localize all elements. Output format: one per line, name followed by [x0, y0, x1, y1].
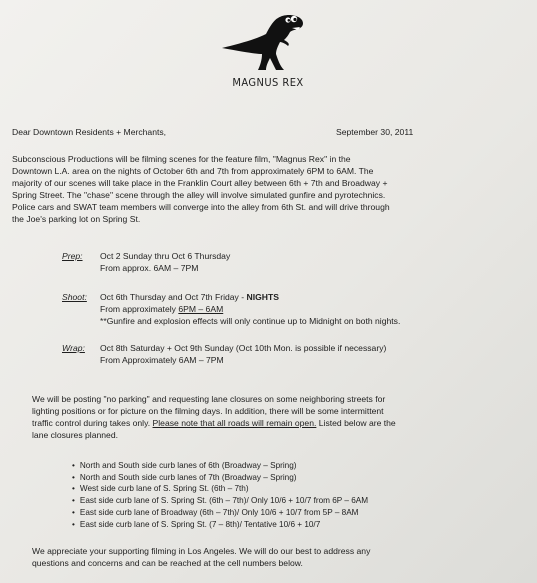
- list-item: • North and South side curb lanes of 6th (Broadway – Spring): [72, 460, 368, 472]
- parking-line: lane closures planned.: [32, 430, 118, 440]
- wrap-line: Oct 8th Saturday + Oct 9th Sunday (Oct 10th Mon. is possible if necessary): [100, 343, 387, 353]
- shoot-dates: Oct 6th Thursday and Oct 7th Friday -: [100, 292, 247, 302]
- shoot-time-prefix: From approximately: [100, 304, 179, 314]
- wrap-line: From Approximately 6AM – 7PM: [100, 355, 224, 365]
- list-item: • East side curb lane of Broadway (6th – 7th)/ Only 10/6 + 10/7 from 5P – 8AM: [72, 507, 368, 519]
- shoot-line: [100, 303, 223, 315]
- parking-line: We will be posting "no parking" and requesting lane closures on some neighboring streets for: [32, 394, 386, 404]
- parking-paragraph: [32, 393, 396, 441]
- closing-paragraph: [32, 545, 370, 569]
- t-rex-icon: [218, 8, 318, 76]
- roads-open-note: Please note that all roads will remain open.: [152, 418, 317, 428]
- intro-line: majority of our scenes will take place in the Franklin Court alley between 6th + 7th and Broadway +: [12, 178, 388, 188]
- shoot-label: Shoot:: [62, 292, 87, 302]
- greeting: Dear Downtown Residents + Merchants,: [12, 127, 167, 137]
- list-item: • North and South side curb lanes of 7th (Broadway – Spring): [72, 472, 368, 484]
- traffic-control-text: traffic control during takes only.: [32, 418, 153, 428]
- intro-line: Police cars and SWAT team members will converge into the alley from 6th St. and will drive through: [12, 202, 390, 212]
- magnus-rex-logo: [218, 8, 318, 98]
- intro-line: the Joe's parking lot on Spring St.: [12, 214, 141, 224]
- intro-line: Subconscious Productions will be filming scenes for the feature film, "Magnus Rex" in the: [12, 154, 351, 164]
- parking-line: lighting positions or for picture on the filming days. In addition, there will be some intermittent: [32, 406, 384, 416]
- shoot-time: 6PM – 6AM: [178, 304, 224, 314]
- prep-label: Prep:: [62, 251, 83, 261]
- gunfire-note: **Gunfire and explosion effects will only continue up to Midnight on both nights.: [100, 316, 401, 326]
- prep-line: Oct 2 Sunday thru Oct 6 Thursday: [100, 251, 231, 261]
- nights-emphasis: NIGHTS: [246, 292, 279, 302]
- closing-line: We appreciate your supporting filming in Los Angeles. We will do our best to address any: [32, 546, 371, 556]
- closing-line: questions and concerns and can be reached at the cell numbers below.: [32, 558, 303, 568]
- list-item: • East side curb lane of S. Spring St. (7 – 8th)/ Tentative 10/6 + 10/7: [72, 519, 368, 531]
- prep-line: From approx. 6AM – 7PM: [100, 263, 199, 273]
- logo-title: MAGNUS REX: [232, 76, 304, 89]
- parking-line: [32, 417, 396, 429]
- intro-line: Spring Street. The "chase" scene through the alley will involve simulated gunfire and pyrotechnics.: [12, 190, 386, 200]
- wrap-label: Wrap:: [62, 343, 85, 353]
- list-item: • East side curb lane of S. Spring St. (6th – 7th)/ Only 10/6 + 10/7 from 6P – 6AM: [72, 495, 368, 507]
- intro-paragraph: [12, 153, 390, 225]
- letter-date: September 30, 2011: [336, 127, 414, 137]
- list-item: • West side curb lane of S. Spring St. (6th – 7th): [72, 483, 368, 495]
- listed-below-text: Listed below are the: [316, 418, 396, 428]
- intro-line: Downtown L.A. area on the nights of October 6th and 7th from approximately 6PM to 6AM. The: [12, 166, 374, 176]
- lane-closure-list: [72, 460, 368, 530]
- shoot-line: [100, 291, 279, 303]
